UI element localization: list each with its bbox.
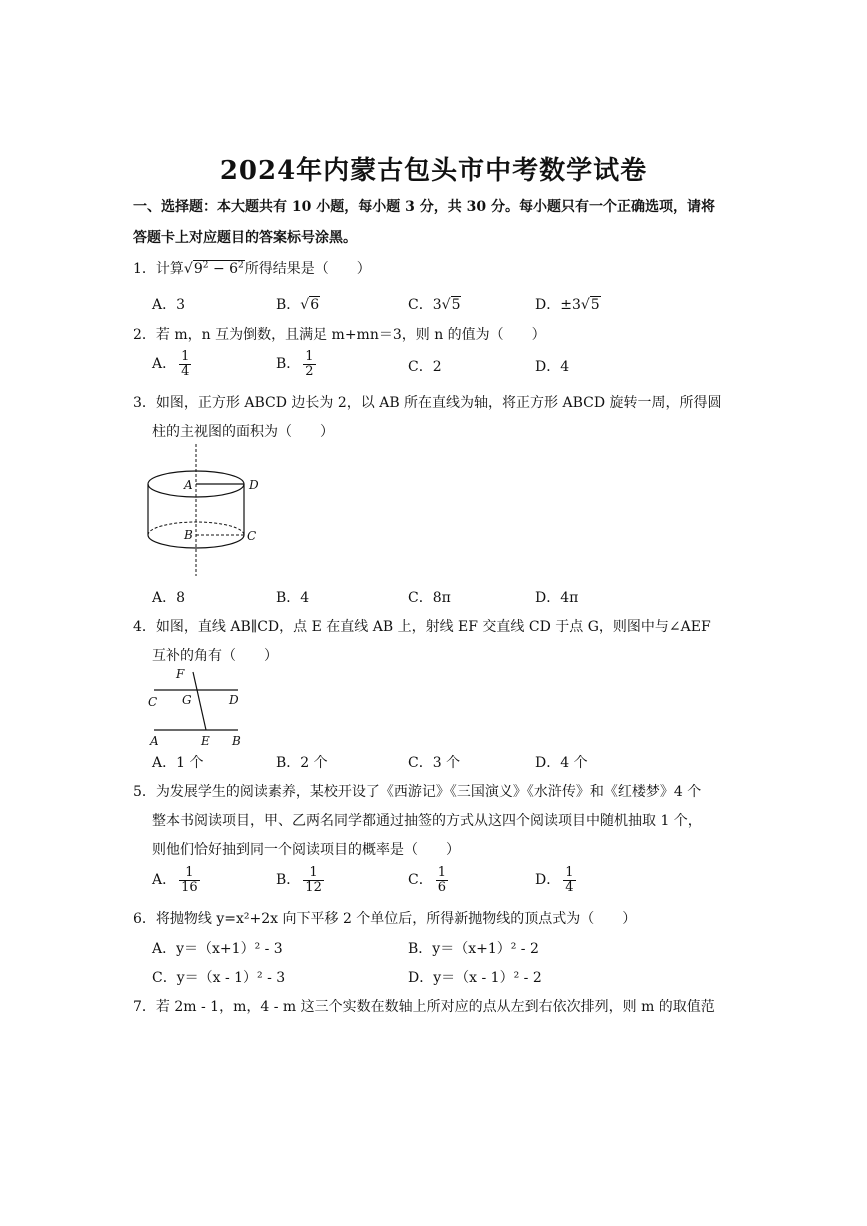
- label-b: B: [184, 528, 193, 542]
- label-c: C: [148, 695, 158, 709]
- question-5-line3: 则他们恰好抽到同一个阅读项目的概率是（ ）: [152, 842, 460, 858]
- fraction: $\frac{1}{16}$: [181, 865, 198, 895]
- question-4-line1: 4．如图，直线 AB∥CD，点 E 在直线 AB 上，射线 EF 交直线 CD 于点 G，则图中与∠AEF: [133, 619, 711, 635]
- label-d: D: [229, 693, 239, 707]
- q1-option-d[interactable]: D．±3√5: [535, 297, 600, 313]
- q4-option-b[interactable]: B．2 个: [276, 755, 328, 771]
- q3-option-c[interactable]: C．8π: [408, 590, 451, 606]
- fraction: $\frac{1}{12}$: [305, 865, 322, 895]
- q5-option-a[interactable]: A． $\frac{1}{16}$: [152, 865, 198, 895]
- q1-option-a[interactable]: A．3: [152, 297, 186, 313]
- q3-option-d[interactable]: D．4π: [535, 590, 579, 606]
- question-3-line1: 3．如图，正方形 ABCD 边长为 2，以 AB 所在直线为轴，将正方形 ABCD 旋转一周，所得圆: [133, 395, 722, 411]
- q6-option-c[interactable]: C．y＝（x - 1）² - 3: [152, 970, 286, 986]
- q2-option-a[interactable]: A． $\frac{1}{4}$: [152, 349, 190, 379]
- label-g: G: [182, 693, 192, 707]
- q5-option-b[interactable]: B． $\frac{1}{12}$: [276, 865, 322, 895]
- q5-option-c[interactable]: C． $\frac{1}{6}$: [408, 865, 446, 895]
- q2-option-c[interactable]: C．2: [408, 359, 442, 375]
- q6-option-d[interactable]: D．y＝（x - 1）² - 2: [408, 970, 542, 986]
- q3-option-b[interactable]: B．4: [276, 590, 310, 606]
- section-header-line1: 一、选择题：本大题共有 10 小题，每小题 3 分，共 30 分。每小题只有一个正确选项，请将: [133, 199, 715, 215]
- q4-option-a[interactable]: A．1 个: [152, 755, 204, 771]
- fraction: $\frac{1}{2}$: [305, 349, 314, 379]
- label-f: F: [176, 667, 185, 681]
- question-5-line1: 5．为发展学生的阅读素养，某校开设了《西游记》《三国演义》《水浒传》和《红楼梦》4 个: [133, 784, 702, 800]
- fraction: $\frac{1}{4}$: [181, 349, 190, 379]
- q4-option-d[interactable]: D．4 个: [535, 755, 588, 771]
- cylinder-figure: [140, 444, 270, 580]
- question-7: 7．若 2m - 1，m，4 - m 这三个实数在数轴上所对应的点从左到右依次排列，则 m 的取值范: [133, 999, 715, 1015]
- ray-ef: [193, 672, 206, 730]
- q5-option-d[interactable]: D． $\frac{1}{4}$: [535, 865, 574, 895]
- q4-option-c[interactable]: C．3 个: [408, 755, 461, 771]
- section-header-line2: 答题卡上对应题目的答案标号涂黑。: [133, 230, 357, 246]
- q6-option-b[interactable]: B．y＝（x+1）² - 2: [408, 941, 539, 957]
- q2-option-d[interactable]: D．4: [535, 359, 570, 375]
- q6-option-a[interactable]: A．y＝（x+1）² - 3: [152, 941, 283, 957]
- q1-tail: 所得结果是（ ）: [244, 261, 371, 277]
- fraction: $\frac{1}{6}$: [437, 865, 446, 895]
- label-a: A: [150, 734, 159, 748]
- question-6: 6．将抛物线 y=x²+2x 向下平移 2 个单位后，所得新抛物线的顶点式为（ ）: [133, 911, 637, 927]
- parallel-lines-figure: [140, 664, 260, 750]
- label-e: E: [201, 734, 210, 748]
- question-4-line2: 互补的角有（ ）: [152, 648, 278, 664]
- q3-option-a[interactable]: A．8: [152, 590, 186, 606]
- question-2: 2．若 m，n 互为倒数，且满足 m+mn＝3，则 n 的值为（ ）: [133, 327, 546, 343]
- label-d: D: [249, 478, 259, 492]
- question-5-line2: 整本书阅读项目，甲、乙两名同学都通过抽签的方式从这四个阅读项目中随机抽取 1 个，: [152, 813, 702, 829]
- page-title: 2024年内蒙古包头市中考数学试卷: [219, 156, 648, 186]
- fraction: $\frac{1}{4}$: [565, 865, 574, 895]
- q2-option-b[interactable]: B． $\frac{1}{2}$: [276, 349, 314, 379]
- q1-option-b[interactable]: B．√6: [276, 297, 320, 313]
- label-a: A: [184, 478, 193, 492]
- label-c: C: [247, 529, 257, 543]
- label-b: B: [232, 734, 241, 748]
- cylinder-bottom-back: [148, 522, 244, 535]
- q1-option-c[interactable]: C．3√5: [408, 297, 461, 313]
- question-3-line2: 柱的主视图的面积为（ ）: [152, 424, 334, 440]
- q1-radical: $√9^2 - 6^2$: [183, 260, 244, 277]
- q1-number: 1．计算: [133, 261, 184, 277]
- question-1: [133, 258, 371, 278]
